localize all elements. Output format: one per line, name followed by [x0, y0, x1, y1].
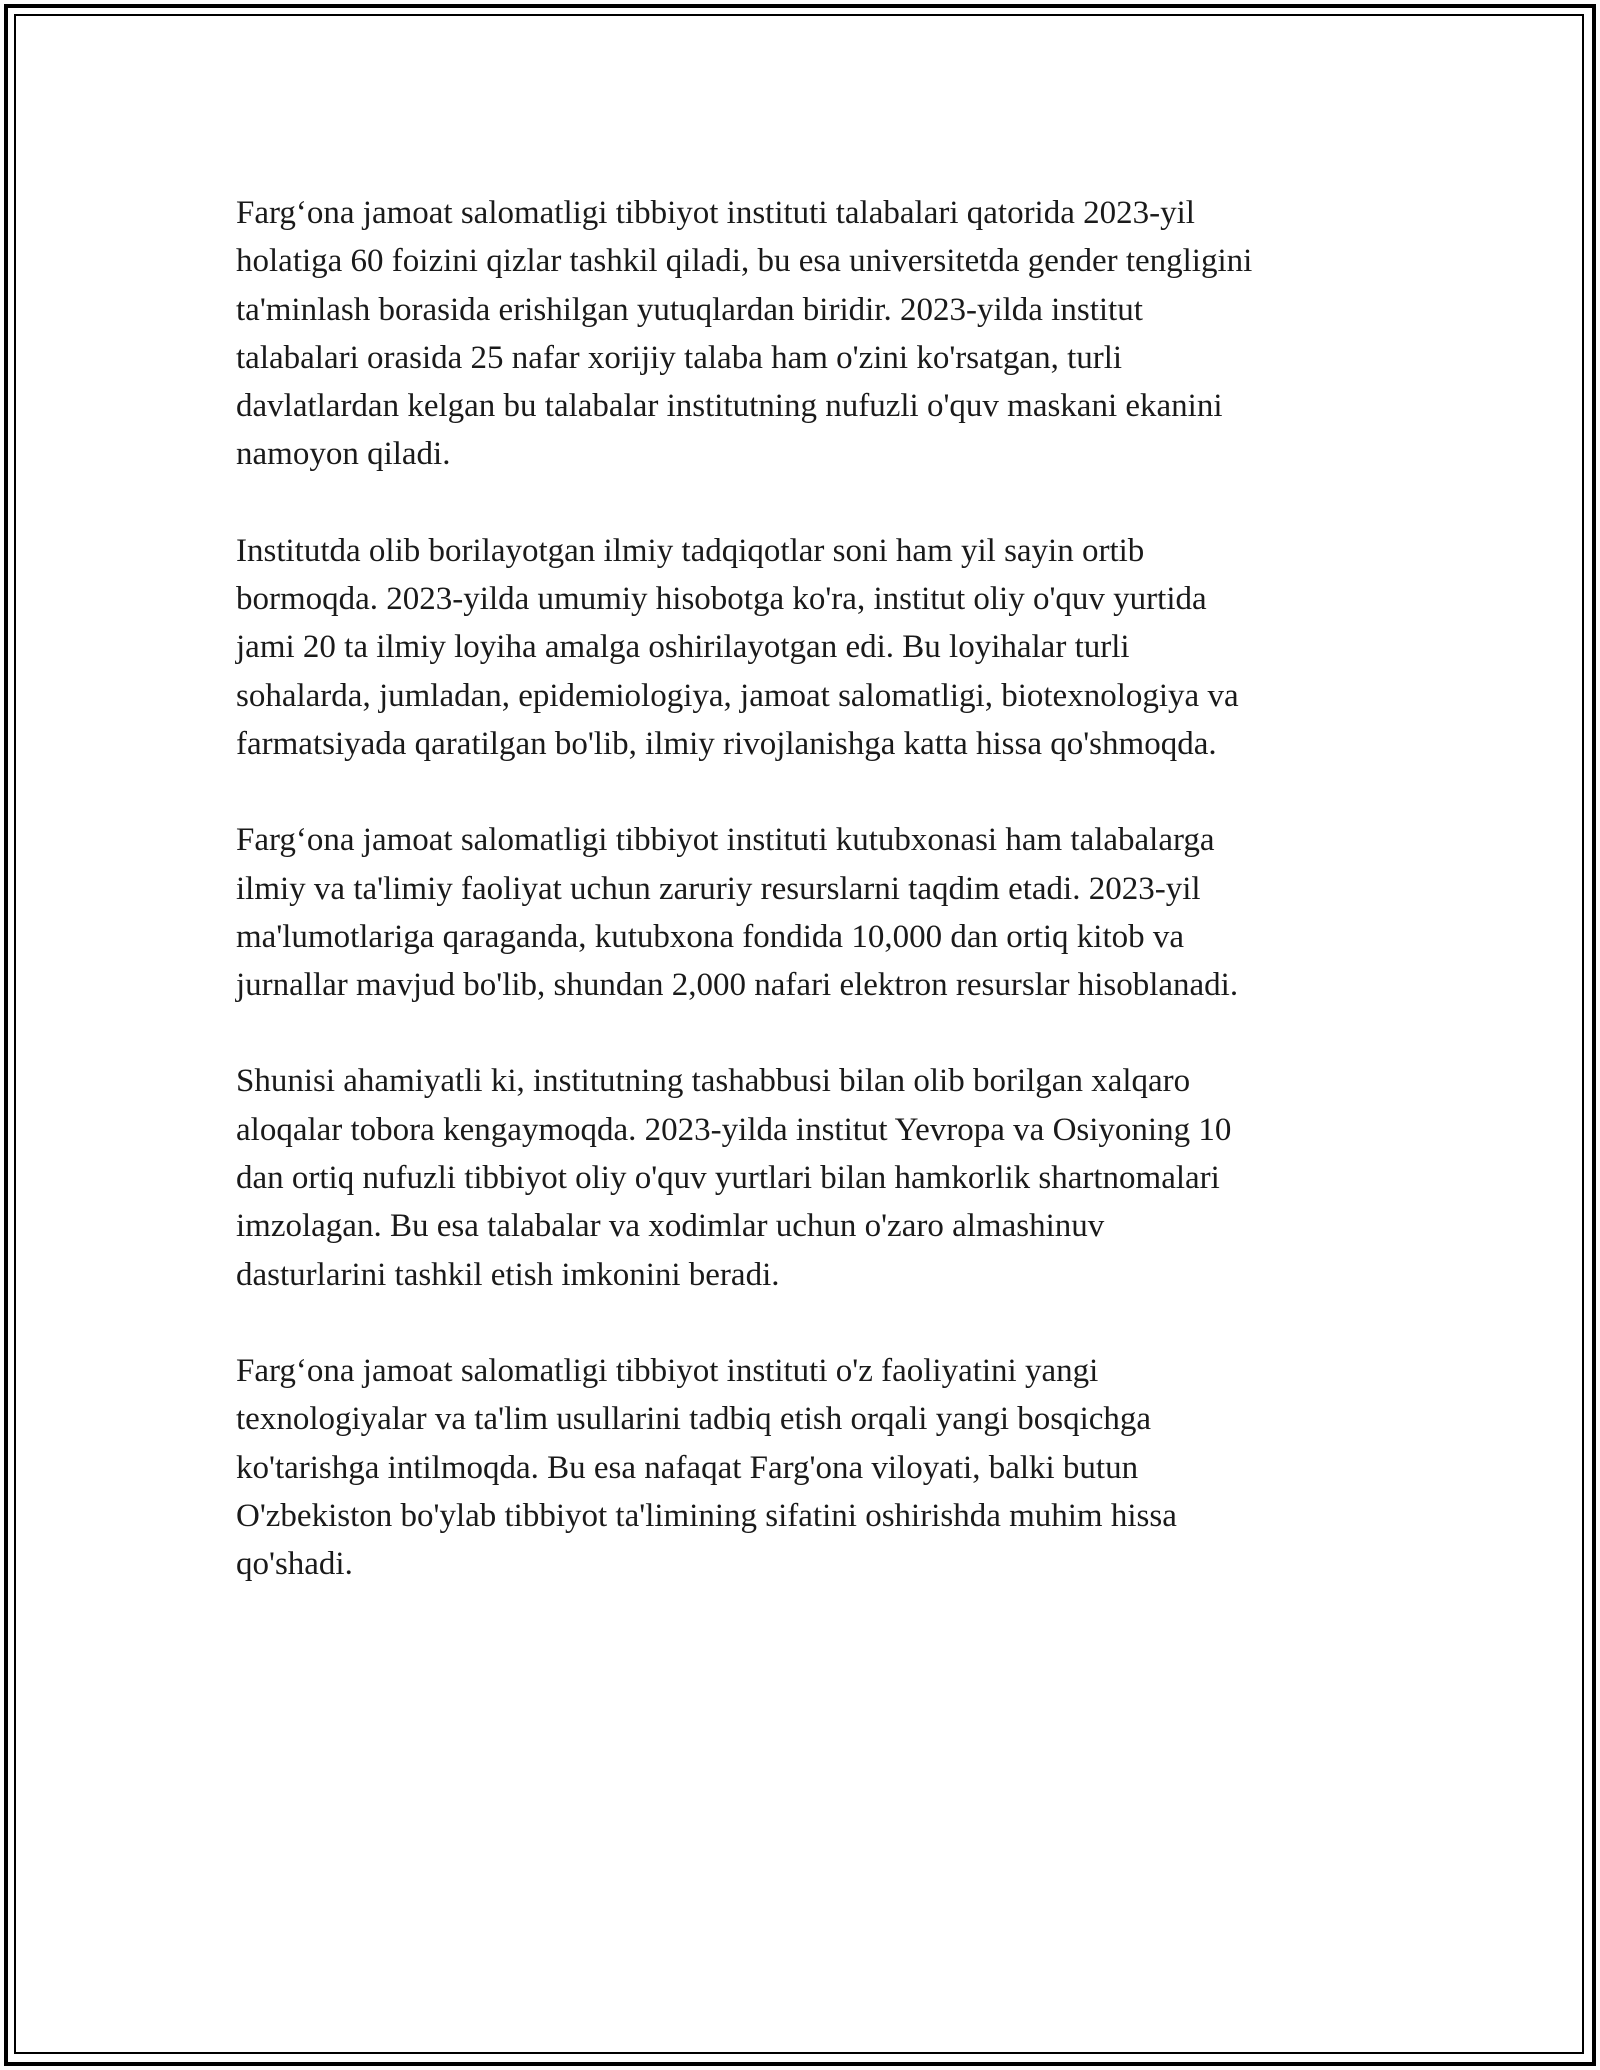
paragraph-international-relations: Shunisi ahamiyatli ki, institutning tashabbusi bilan olib borilgan xalqaro aloqalar tobora kengaymoqda. 2023-yilda institut Yevropa va Osiyoning 10 dan ortiq nufuzli tibbiyot oliy o'quv yurtlari bilan hamkorlik shartnomalari imzolagan. Bu esa talabalar va xodimlar uchun o'zaro almashinuv dasturlarini tashkil etish imkonini beradi.	[236, 1063, 1232, 1293]
paragraph-library-resources: Farg‘ona jamoat salomatligi tibbiyot instituti kutubxonasi ham talabalarga ilmiy va ta'limiy faoliyat uchun zaruriy resurslarni taqdim etadi. 2023-yil ma'lumotlariga qaraganda, kutubxona fondida 10,000 dan ortiq kitob va jurnallar mavjud bo'lib, shundan 2,000 nafari elektron resurslar hisoblanadi.	[236, 822, 1239, 1004]
paragraph-future-development: Farg‘ona jamoat salomatligi tibbiyot instituti o'z faoliyatini yangi texnologiyalar va ta'lim usullarini tadbiq etish orqali yangi bosqichga ko'tarishga intilmoqda. Bu esa nafaqat Farg'ona viloyati, balki butun O'zbekiston bo'ylab tibbiyot ta'limining sifatini oshirishda muhim hissa qo'shadi.	[236, 1352, 1177, 1583]
document-body	[236, 189, 1386, 1636]
paragraph-research-projects: Institutda olib borilayotgan ilmiy tadqiqotlar soni ham yil sayin ortib bormoqda. 2023-yilda umumiy hisobotga ko'ra, institut oliy o'quv yurtida jami 20 ta ilmiy loyiha amalga oshirilayotgan edi. Bu loyihalar turli sohalarda, jumladan, epidemiologiya, jamoat salomatligi, biotexnologiya va farmatsiyada qaratilgan bo'lib, ilmiy rivojlanishga katta hissa qo'shmoqda.	[236, 532, 1239, 762]
paragraph-student-demographics: Farg‘ona jamoat salomatligi tibbiyot instituti talabalari qatorida 2023-yil holatiga 60 foizini qizlar tashkil qiladi, bu esa universitetda gender tengligini ta'minlash borasida erishilgan yutuqlardan biridir. 2023-yilda institut talabalari orasida 25 nafar xorijiy talaba ham o'zini ko'rsatgan, turli davlatlardan kelgan bu talabalar institutning nufuzli o'quv maskani ekanini namoyon qiladi.	[236, 195, 1253, 473]
